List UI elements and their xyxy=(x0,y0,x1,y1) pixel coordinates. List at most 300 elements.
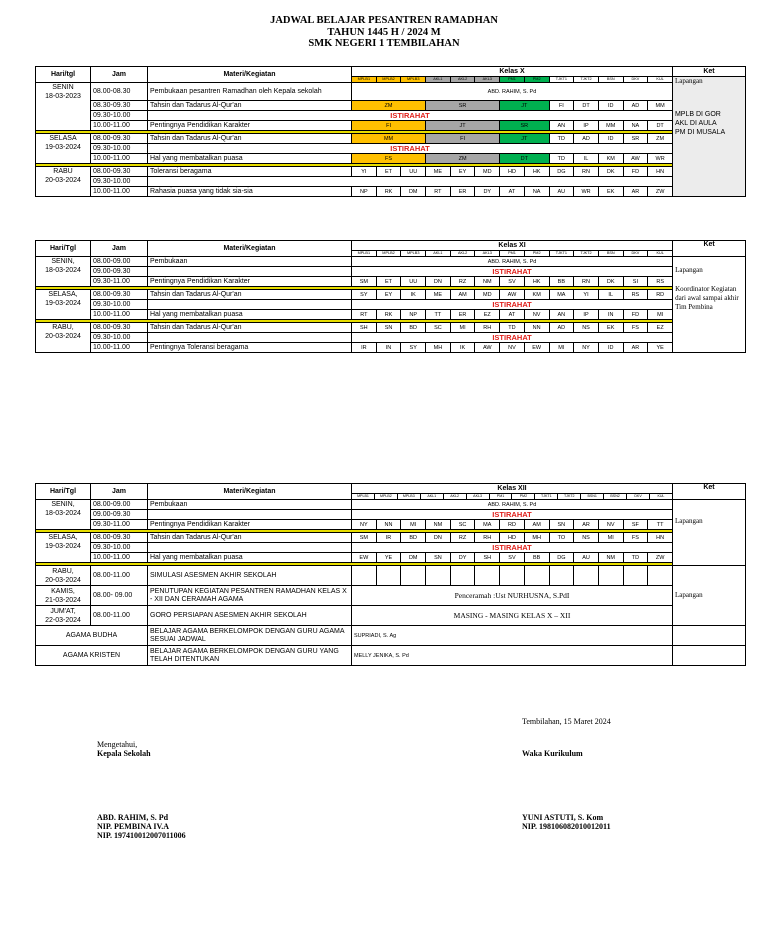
jam-cell: 08.00-09.00 xyxy=(91,500,148,510)
jam-cell: 08.00-09.30 xyxy=(91,290,148,300)
value-cell: SY xyxy=(352,290,377,300)
value-cell: EY xyxy=(376,290,401,300)
value-cell: MA xyxy=(549,290,574,300)
class-code: DKV xyxy=(623,77,648,83)
table-row xyxy=(36,154,746,164)
value-cell: AT xyxy=(500,187,525,197)
value-cell: AW xyxy=(500,290,525,300)
value-cell: NP xyxy=(352,187,377,197)
jam-cell: 08.00-11.00 xyxy=(91,566,148,586)
ket-akl: AKL DI AULA xyxy=(674,120,717,127)
class-code: AKL1 xyxy=(426,77,451,83)
class-code: TJKT1 xyxy=(549,77,574,83)
class-code: PM2 xyxy=(524,251,549,257)
header-materi: Materi/Kegiatan xyxy=(148,67,352,83)
day-cell: RABU, 20-03-2024 xyxy=(36,323,91,353)
value-cell: FS xyxy=(623,323,648,333)
class-code: PM1 xyxy=(490,494,513,499)
value-cell: NV xyxy=(524,310,549,320)
value-cell: AW xyxy=(475,343,500,353)
materi-cell: Rahasia puasa yang tidak sia-sia xyxy=(148,187,352,197)
materi-cell: Pembukaan xyxy=(148,500,352,510)
ket-lapangan: Lapangan xyxy=(675,517,703,525)
value-cell: JT xyxy=(426,121,500,131)
ket-column xyxy=(672,77,745,197)
value-cell: RT xyxy=(426,187,451,197)
value-cell: MA xyxy=(475,520,500,530)
jam-cell: 09.30-10.00 xyxy=(91,144,148,154)
header-materi: Materi/Kegiatan xyxy=(148,241,352,257)
header-hari: Hari/tgl xyxy=(36,67,91,83)
value-cell: AR xyxy=(623,343,648,353)
value-cell: RD xyxy=(648,290,673,300)
value-cell: EY xyxy=(450,167,475,177)
value-cell: RS xyxy=(623,290,648,300)
value-cell: MM xyxy=(598,121,623,131)
class-code: MPLB1 xyxy=(352,494,375,499)
value-cell: AD xyxy=(574,134,599,144)
table-row xyxy=(36,134,746,144)
day-cell: RABU, 20-03-2024 xyxy=(36,566,91,586)
value-cell: JT xyxy=(500,134,549,144)
value-cell: UU xyxy=(401,167,426,177)
value-cell: RZ xyxy=(450,277,475,287)
value-cell: ZM xyxy=(648,134,673,144)
value-cell: EW xyxy=(524,343,549,353)
value-cell: DM xyxy=(401,553,426,563)
table-row xyxy=(36,510,746,520)
value-cell: AU xyxy=(549,187,574,197)
value-cell: HK xyxy=(524,167,549,177)
header-jam: Jam xyxy=(91,241,148,257)
value-cell: IN xyxy=(376,343,401,353)
value-cell: DG xyxy=(549,167,574,177)
value-cell: SR xyxy=(500,121,549,131)
value-cell: TO xyxy=(549,533,574,543)
value-cell: NP xyxy=(401,310,426,320)
value-cell: AW xyxy=(623,154,648,164)
value-cell: DN xyxy=(426,533,451,543)
istirahat-label: ISTIRAHAT xyxy=(352,543,673,553)
materi-cell: Pentingnya Pendidikan Karakter xyxy=(148,520,352,530)
jam-cell: 09.30-10.00 xyxy=(91,333,148,343)
class-code: PM2 xyxy=(524,77,549,83)
class-code: MPLB3 xyxy=(398,494,421,499)
day-cell: SENIN, 18-03-2024 xyxy=(36,257,91,287)
class-code: BSN1 xyxy=(581,494,604,499)
materi-cell: Pembukaan xyxy=(148,257,352,267)
value-cell: AM xyxy=(450,290,475,300)
jam-cell: 10.00-11.00 xyxy=(91,310,148,320)
value-cell: IP xyxy=(574,310,599,320)
jam-cell: 09.30-10.00 xyxy=(91,300,148,310)
class-code: AKL3 xyxy=(475,251,500,257)
value-cell: ME xyxy=(426,167,451,177)
table-row xyxy=(36,277,746,287)
jam-cell: 09.30-11.00 xyxy=(91,520,148,530)
table-row xyxy=(36,257,746,267)
value-cell xyxy=(598,566,623,586)
value-cell: ABD. RAHIM, S. Pd xyxy=(352,83,673,101)
value-cell xyxy=(648,566,673,586)
header-ket: Ket xyxy=(673,241,746,257)
value-cell: MM xyxy=(648,101,673,111)
value-cell: DY xyxy=(450,553,475,563)
table-row xyxy=(36,111,746,121)
empty-cell xyxy=(148,177,673,187)
value-cell: MI xyxy=(648,310,673,320)
value-cell: BB xyxy=(524,553,549,563)
value-cell: MI xyxy=(450,323,475,333)
ket-lapangan-2: Lapangan xyxy=(673,566,746,626)
value-cell: NV xyxy=(598,520,623,530)
istirahat-label: ISTIRAHAT xyxy=(352,267,673,277)
value-cell: IR xyxy=(352,343,377,353)
class-code: MPLB2 xyxy=(376,251,401,257)
value-cell: DT xyxy=(574,101,599,111)
class-code: MPLB3 xyxy=(401,77,426,83)
table-row xyxy=(36,586,746,606)
value-cell: HN xyxy=(648,533,673,543)
day-cell: SENIN, 18-03-2024 xyxy=(36,500,91,530)
istirahat-label: ISTIRAHAT xyxy=(352,510,673,520)
jam-cell: 10.00-11.00 xyxy=(91,121,148,131)
jam-cell: 08.00-09.30 xyxy=(91,134,148,144)
materi-cell: SIMULASI ASESMEN AKHIR SEKOLAH xyxy=(148,566,352,586)
value-cell: SM xyxy=(352,277,377,287)
value-cell: SH xyxy=(352,323,377,333)
table-row xyxy=(36,300,746,310)
value-cell: ID xyxy=(598,134,623,144)
materi-cell: Tahsin dan Tadarus Al-Qur'an xyxy=(148,290,352,300)
materi-cell: GORO PERSIAPAN ASESMEN AKHIR SEKOLAH xyxy=(148,606,352,626)
value-cell: MH xyxy=(524,533,549,543)
ket-mplb: MPLB DI GOR xyxy=(674,111,721,118)
jam-cell: 09.30-10.00 xyxy=(91,177,148,187)
value-cell: AD xyxy=(549,323,574,333)
value-cell: DG xyxy=(549,553,574,563)
value-cell: HN xyxy=(648,167,673,177)
document-header xyxy=(0,15,768,50)
value-cell: HK xyxy=(524,277,549,287)
materi-cell: Tahsin dan Tadarus Al-Qur'an xyxy=(148,533,352,543)
class-code: BSN xyxy=(598,77,623,83)
value-cell: MELLY JENIKA, S. Pd xyxy=(352,646,673,666)
header-jam: Jam xyxy=(91,67,148,83)
jam-cell: 10.00-11.00 xyxy=(91,343,148,353)
jam-cell: 08.00-11.00 xyxy=(91,606,148,626)
materi-cell: BELAJAR AGAMA BERKELOMPOK DENGAN GURU AGAMA SESUAI JADWAL xyxy=(148,626,352,646)
value-cell: DN xyxy=(426,277,451,287)
title-line-1: JADWAL BELAJAR PESANTREN RAMADHAN xyxy=(270,15,498,26)
value-cell: WR xyxy=(574,187,599,197)
class-code: TJKT2 xyxy=(574,251,599,257)
table-row xyxy=(36,500,746,510)
value-cell: SF xyxy=(623,520,648,530)
value-cell: ER xyxy=(450,310,475,320)
value-cell: ET xyxy=(376,277,401,287)
value-cell: FI xyxy=(426,134,500,144)
name-1: ABD. RAHIM, S. Pd xyxy=(97,813,169,822)
value-cell: FD xyxy=(623,310,648,320)
table-row xyxy=(36,533,746,543)
table-row xyxy=(36,646,746,666)
value-cell: IN xyxy=(598,310,623,320)
istirahat-label: ISTIRAHAT xyxy=(352,333,673,343)
value-cell: FI xyxy=(352,121,426,131)
materi-cell: Toleransi beragama xyxy=(148,167,352,177)
header-jam: Jam xyxy=(91,484,148,500)
value-cell: DK xyxy=(598,277,623,287)
table-row xyxy=(36,187,746,197)
day-cell: SELASA 19-03-2024 xyxy=(36,134,91,164)
class-code: MPLB2 xyxy=(375,494,398,499)
class-code: TJKT2 xyxy=(558,494,581,499)
value-cell: SV xyxy=(500,553,525,563)
jam-cell: 09.00-09.30 xyxy=(91,267,148,277)
value-cell: YI xyxy=(352,167,377,177)
value-cell: IL xyxy=(598,290,623,300)
empty-cell xyxy=(148,267,352,277)
header-ket: Ket xyxy=(673,484,746,500)
class-code: AKL1 xyxy=(426,251,451,257)
value-cell: SR xyxy=(623,134,648,144)
value-cell: NA xyxy=(623,121,648,131)
header-hari: Hari/Tgl xyxy=(36,241,91,257)
nip-2: NIP. 198106082010012011 xyxy=(522,822,611,831)
agama-kristen-label: AGAMA KRISTEN xyxy=(36,646,148,666)
value-cell: EZ xyxy=(648,323,673,333)
value-cell: RN xyxy=(574,277,599,287)
value-cell: NY xyxy=(352,520,377,530)
materi-cell: Pentingnya Toleransi beragama xyxy=(148,343,352,353)
value-cell: AN xyxy=(549,121,574,131)
value-cell: ID xyxy=(598,101,623,111)
value-cell: FS xyxy=(352,154,426,164)
value-cell: TD xyxy=(500,323,525,333)
jam-cell: 09.00-09.30 xyxy=(91,510,148,520)
empty-cell xyxy=(673,646,746,666)
value-cell: TT xyxy=(648,520,673,530)
value-cell: YE xyxy=(648,343,673,353)
class-code: AKL3 xyxy=(467,494,490,499)
value-cell: MI xyxy=(598,533,623,543)
header-kelas: Kelas X xyxy=(352,67,673,77)
value-cell: RS xyxy=(648,277,673,287)
day-cell: RABU 20-03-2024 xyxy=(36,167,91,197)
value-cell: MI xyxy=(549,343,574,353)
jam-cell: 09.30-10.00 xyxy=(91,543,148,553)
value-cell: ZM xyxy=(426,154,500,164)
jam-cell: 08.00-09.30 xyxy=(91,167,148,177)
value-cell: RT xyxy=(352,310,377,320)
class-code: BSN2 xyxy=(604,494,627,499)
materi-cell: Hal yang membatalkan puasa xyxy=(148,154,352,164)
value-cell: EK xyxy=(598,187,623,197)
empty-cell xyxy=(148,333,352,343)
empty-cell xyxy=(148,300,352,310)
table-row xyxy=(36,267,746,277)
value-cell xyxy=(450,566,475,586)
header-kelas: Kelas XII xyxy=(352,484,673,494)
ket-lapangan: Lapangan xyxy=(675,266,703,274)
signatory-1 xyxy=(97,813,186,840)
value-cell: SUPRIADI, S. Ag xyxy=(352,626,673,646)
value-cell: DT xyxy=(500,154,549,164)
value-cell: JT xyxy=(500,101,549,111)
value-cell: EZ xyxy=(475,310,500,320)
header-materi: Materi/Kegiatan xyxy=(148,484,352,500)
class-code: KUL xyxy=(657,494,665,498)
agama-budha-label: AGAMA BUDHA xyxy=(36,626,148,646)
value-cell: TD xyxy=(549,154,574,164)
jam-cell: 08.00-09.30 xyxy=(91,323,148,333)
value-cell: ME xyxy=(426,290,451,300)
name-2: YUNI ASTUTI, S. Kom xyxy=(522,813,604,822)
table-row xyxy=(36,626,746,646)
schedule-table-kelas-xii xyxy=(35,483,746,666)
value-cell: SI xyxy=(623,277,648,287)
value-cell xyxy=(352,566,377,586)
value-cell: YI xyxy=(574,290,599,300)
jam-cell: 08.00-08.30 xyxy=(91,83,148,101)
value-cell: BB xyxy=(549,277,574,287)
value-cell: MM xyxy=(352,134,426,144)
value-cell: ABD. RAHIM, S. Pd xyxy=(352,500,673,510)
nip-1b: NIP. 197410012007011006 xyxy=(97,831,186,840)
value-cell: ER xyxy=(450,187,475,197)
class-code: TJKT2 xyxy=(574,77,599,83)
value-cell: SH xyxy=(475,553,500,563)
table-row xyxy=(36,144,746,154)
table-row xyxy=(36,520,746,530)
jam-cell: 08.00-09.30 xyxy=(91,533,148,543)
value-cell xyxy=(475,566,500,586)
value-cell xyxy=(401,566,426,586)
header-hari: Hari/Tgl xyxy=(36,484,91,500)
value-cell: NV xyxy=(500,343,525,353)
ket-column xyxy=(673,500,746,566)
header-ket: Ket xyxy=(672,67,745,77)
value-cell xyxy=(623,566,648,586)
table-row xyxy=(36,177,746,187)
class-code: AKL2 xyxy=(450,77,475,83)
value-cell: IP xyxy=(574,121,599,131)
value-cell: TD xyxy=(623,553,648,563)
value-cell: SN xyxy=(376,323,401,333)
value-cell: NS xyxy=(574,323,599,333)
value-cell: NM xyxy=(426,520,451,530)
table-row xyxy=(36,333,746,343)
value-cell xyxy=(500,566,525,586)
jam-cell: 09.30-10.00 xyxy=(91,111,148,121)
value-cell: SR xyxy=(426,101,500,111)
class-codes-strip xyxy=(352,494,673,500)
value-cell: EW xyxy=(352,553,377,563)
jam-cell: 09.30-11.00 xyxy=(91,277,148,287)
value-cell: FD xyxy=(623,167,648,177)
class-code: MPLB1 xyxy=(352,77,377,83)
class-code: AKL2 xyxy=(450,251,475,257)
value-cell: RH xyxy=(475,323,500,333)
materi-cell: Tahsin dan Tadarus Al-Qur'an xyxy=(148,134,352,144)
ket-lapangan: Lapangan xyxy=(674,77,703,85)
kepala-sekolah-title: Kepala Sekolah xyxy=(97,749,151,758)
value-cell: MH xyxy=(426,343,451,353)
value-cell: KM xyxy=(524,290,549,300)
value-cell xyxy=(524,566,549,586)
jam-cell: 08.00- 09.00 xyxy=(91,586,148,606)
table-row xyxy=(36,553,746,563)
value-cell: HD xyxy=(500,167,525,177)
value-cell: NM xyxy=(598,553,623,563)
value-cell xyxy=(376,566,401,586)
materi-cell: Hal yang membatalkan puasa xyxy=(148,310,352,320)
value-cell: BD xyxy=(401,533,426,543)
value-cell: AT xyxy=(500,310,525,320)
table-row xyxy=(36,290,746,300)
materi-cell: Tahsin dan Tadarus Al-Qur'an xyxy=(148,323,352,333)
value-cell: RZ xyxy=(450,533,475,543)
waka-kurikulum-title: Waka Kurikulum xyxy=(522,749,583,758)
value-cell: MD xyxy=(475,290,500,300)
day-cell: SENIN 18-03-2023 xyxy=(36,83,91,131)
class-code: DKV xyxy=(623,251,648,257)
class-code: TJKT1 xyxy=(535,494,558,499)
istirahat-label: ISTIRAHAT xyxy=(148,144,673,154)
value-cell: ZW xyxy=(648,553,673,563)
table-row xyxy=(36,566,746,586)
value-cell: AR xyxy=(623,187,648,197)
jam-cell: 08.30-09.30 xyxy=(91,101,148,111)
table-row xyxy=(36,83,746,101)
value-cell: NM xyxy=(475,277,500,287)
value-cell: RH xyxy=(475,533,500,543)
materi-cell: Pembukaan pesantren Ramadhan oleh Kepala sekolah xyxy=(148,83,352,101)
table-row xyxy=(36,101,746,111)
day-cell: SELASA, 19-03-2024 xyxy=(36,290,91,320)
class-code: MPLB1 xyxy=(352,251,377,257)
value-cell: NN xyxy=(524,323,549,333)
value-cell: AU xyxy=(574,553,599,563)
title-line-2: TAHUN 1445 H / 2024 M xyxy=(327,26,441,38)
schedule-table-kelas-x xyxy=(35,66,746,197)
value-cell: MASING - MASING KELAS X – XII xyxy=(352,606,673,626)
nip-1a: NIP. PEMBINA IV.A xyxy=(97,822,170,831)
value-cell: SC xyxy=(426,323,451,333)
value-cell: KM xyxy=(598,154,623,164)
table-row xyxy=(36,606,746,626)
class-code: AKL2 xyxy=(444,494,467,499)
schedule-table-kelas-xi xyxy=(35,240,746,353)
value-cell: FS xyxy=(623,533,648,543)
value-cell: NN xyxy=(376,520,401,530)
class-code: MPLB2 xyxy=(376,77,401,83)
value-cell: MI xyxy=(401,520,426,530)
value-cell: TD xyxy=(549,134,574,144)
class-code: DKV xyxy=(627,494,650,499)
value-cell: AD xyxy=(623,101,648,111)
istirahat-label: ISTIRAHAT xyxy=(352,300,673,310)
place-date: Tembilahan, 15 Maret 2024 xyxy=(522,717,611,726)
value-cell: ZW xyxy=(648,187,673,197)
header-kelas: Kelas XI xyxy=(352,241,673,251)
value-cell: ET xyxy=(376,167,401,177)
class-code: MPLB3 xyxy=(401,251,426,257)
empty-cell xyxy=(148,510,352,520)
class-code: BSN xyxy=(598,251,623,257)
value-cell: NA xyxy=(524,187,549,197)
